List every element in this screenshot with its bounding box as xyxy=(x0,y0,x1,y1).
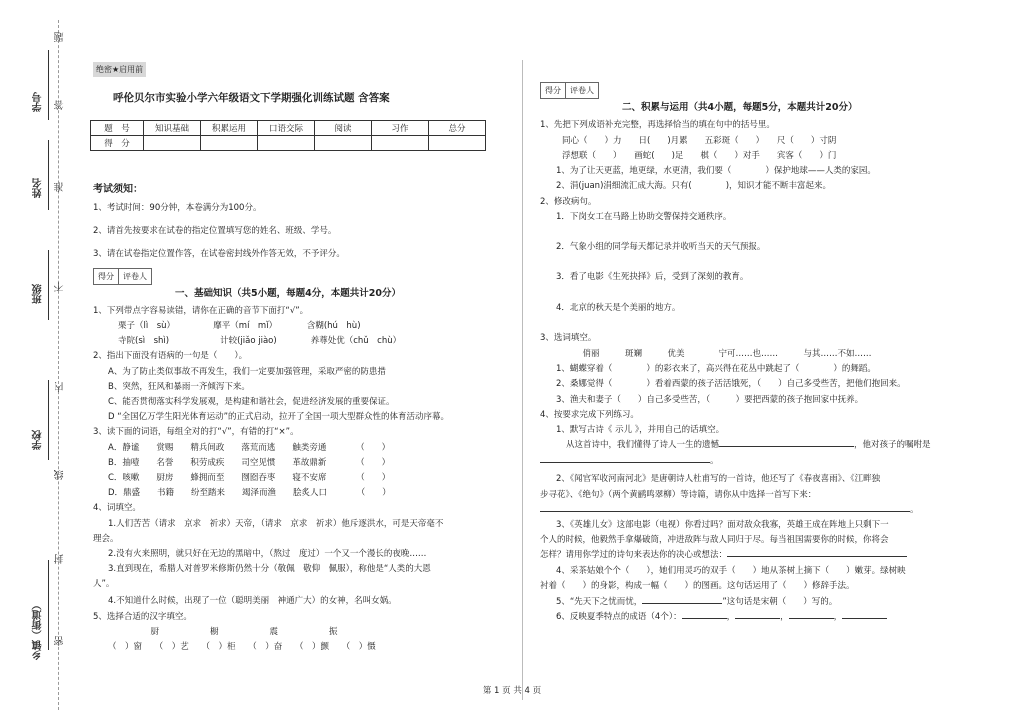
question-line: 2、《闻官军收河南河北》是唐朝诗人杜甫写的一首诗，他还写了《春夜喜雨》、《江畔独 xyxy=(556,474,881,484)
question-line: 1.人们苦苦（请求 京求 祈求）天帝，（请求 京求 祈求）他斥逐洪水，可是天帝毫不 xyxy=(108,519,444,529)
question-line: 4．北京的秋天是个美丽的地方。 xyxy=(556,303,681,313)
field-class-label: 班级 xyxy=(33,284,44,304)
question-line: 厨 橱 震 振 xyxy=(108,627,338,637)
grader-score-label: 得分 xyxy=(545,86,561,95)
answer-blank[interactable] xyxy=(642,603,722,604)
field-student-id-label: 学号 xyxy=(33,92,44,112)
field-class-line xyxy=(48,250,49,320)
question-line: C．咳嗽 厨房 蜂拥而至 囫囵吞枣 寝不安席 （ ） xyxy=(108,473,391,483)
question-line: 3、选词填空。 xyxy=(540,333,597,343)
question-line: 4、按要求完成下列练习。 xyxy=(540,410,639,420)
question-line xyxy=(540,456,719,466)
answer-end: 。 xyxy=(910,505,919,515)
score-table-cell: 得 分 xyxy=(91,136,144,151)
question-line xyxy=(540,550,907,560)
score-table xyxy=(90,120,486,151)
score-input-cell[interactable] xyxy=(315,136,372,151)
field-school-line xyxy=(48,380,49,460)
grader-box xyxy=(93,268,152,285)
question-line xyxy=(566,440,931,450)
question-line: 俏丽 斑斓 优美 宁可……也…… 与其……不如…… xyxy=(574,349,872,359)
score-input-cell[interactable] xyxy=(144,136,201,151)
field-town-line xyxy=(48,560,49,650)
question-line: 1、为了让天更蓝，地更绿，水更清，我们要（ ）保护地球——人类的家园。 xyxy=(556,166,876,176)
answer-blank[interactable] xyxy=(789,618,834,619)
score-table-cell: 题 号 xyxy=(91,121,144,136)
answer-blank[interactable] xyxy=(727,556,907,557)
answer-end: 。 xyxy=(710,456,719,466)
answer-prompt: ”这句话是宋朝（ ）写的。 xyxy=(722,597,838,607)
secret-label: 绝密★启用前 xyxy=(93,62,146,77)
notice-item: 1、考试时间：90分钟，本卷满分为100分。 xyxy=(93,203,262,213)
cut-word: 线 xyxy=(55,470,66,480)
question-line: 衬着（ ）的身影，构成一幅（ ）的图画。这句话运用了（ ）修辞手法。 xyxy=(540,581,855,591)
question-line: 步寻花》、《绝句》（两个黄鹂鸣翠柳）等诗篇，请你从中选择一首写下来： xyxy=(540,490,817,500)
question-line: 栗子（lì sù） 靡平（mí mǐ） 含糊(hú hù) xyxy=(118,321,361,331)
question-line: A．静谧 赏赐 精兵间政 落荒而逃 触类旁通 （ ） xyxy=(108,443,391,453)
field-name-line xyxy=(48,140,49,210)
grader-name-label: 评卷人 xyxy=(118,269,151,284)
score-table-score-row xyxy=(91,136,486,151)
cut-word: 题 xyxy=(55,32,66,42)
grader-box xyxy=(540,82,599,99)
cut-word: 准 xyxy=(55,182,66,192)
question-line: 2.没有火来照明，就只好在无边的黑暗中，（熬过 度过）一个又一个漫长的夜晚…… xyxy=(108,549,427,559)
question-line: B、突然，狂风和暴雨一齐倾泻下来。 xyxy=(108,382,250,392)
cut-word: 内 xyxy=(55,382,66,392)
score-input-cell[interactable] xyxy=(201,136,258,151)
question-line: 人”。 xyxy=(93,579,115,589)
question-line: 1、先把下列成语补充完整，再选择恰当的填在句中的括号里。 xyxy=(540,120,775,130)
notice-item: 2、请首先按要求在试卷的指定位置填写您的姓名、班级、学号。 xyxy=(93,226,337,236)
grader-name-label: 评卷人 xyxy=(565,83,598,98)
field-school-label: 学校 xyxy=(33,430,44,450)
question-line: 1．下岗女工在马路上协助交警保持交通秩序。 xyxy=(556,212,732,222)
question-line: 4、词填空。 xyxy=(93,503,141,513)
answer-blank[interactable] xyxy=(842,618,887,619)
question-line: 6、反映夏季特点的成语（4个）： ， ， ， xyxy=(556,612,887,622)
question-line: 2．气象小组的同学每天都记录并收听当天的天气预报。 xyxy=(556,242,766,252)
column-divider xyxy=(522,60,523,700)
question-line xyxy=(540,505,919,515)
question-line: 2、桑娜觉得（ ）看着西蒙的孩子活活饿死，（ ）自己多受些苦，把他们抱回来。 xyxy=(556,379,906,389)
field-student-id-line xyxy=(48,50,49,120)
score-input-cell[interactable] xyxy=(372,136,429,151)
question-line: 3、《英雄儿女》这部电影（电视）你看过吗？面对敌众我寡，英雄王成在阵地上只剩下一 xyxy=(556,520,889,530)
question-line: C、能否贯彻落实科学发展观，是构建和谐社会，促进经济发展的重要保证。 xyxy=(108,397,395,407)
score-table-cell: 习作 xyxy=(372,121,429,136)
answer-prompt: ，他对孩子的嘱咐是 xyxy=(854,440,931,450)
question-line: 2、指出下面没有语病的一句是（ ）。 xyxy=(93,351,248,361)
score-table-cell: 总分 xyxy=(429,121,486,136)
page-footer: 第 1 页 共 4 页 xyxy=(482,686,542,696)
notice-item: 3、请在试卷指定位置作答，在试卷密封线外作答无效，不予评分。 xyxy=(93,249,345,259)
question-line: 浮想联（ ） 画蛇( )足 棋（ ）对手 宾客（ ）门 xyxy=(562,151,837,161)
question-line: 理会。 xyxy=(93,534,119,544)
question-line: B．抽噎 名誉 积劳成疾 司空见惯 革故鼎新 （ ） xyxy=(108,458,391,468)
question-line: 5、选择合适的汉字填空。 xyxy=(93,612,192,622)
cut-word: 密 xyxy=(55,636,66,646)
answer-blank[interactable] xyxy=(735,618,780,619)
cut-word: 答 xyxy=(55,100,66,110)
field-town-label: 乡镇（街道） xyxy=(33,600,44,660)
question-line: 1、蝴蝶穿着（ ）的彩衣来了，高兴得在花丛中跳起了（ ）的舞蹈。 xyxy=(556,364,876,374)
question-line: 个人的时候，他毅然手拿爆破筒，冲进敌阵与敌人同归于尽。每当祖国需要你的时候，你将会 xyxy=(540,535,889,545)
question-line: D．鼎盛 书籍 纷至踏来 竭泽而渔 脍炙人口 （ ） xyxy=(108,488,391,498)
score-table-cell: 知识基础 xyxy=(144,121,201,136)
score-table-cell: 口语交际 xyxy=(258,121,315,136)
question-line: （ ）窗 （ ）艺 （ ）柜 （ ）奋 （ ）颤 （ ）慑 xyxy=(108,642,376,652)
question-line: 同心（ ）力 日( )月累 五彩斑（ ） 尺（ ）寸阴 xyxy=(562,136,837,146)
question-line: 1、默写古诗《 示儿 》，并用自己的话填空。 xyxy=(556,425,725,435)
question-line: A、为了防止类似事故不再发生，我们一定要加强管理，采取严密的防患措 xyxy=(108,367,386,377)
score-table-cell: 积累运用 xyxy=(201,121,258,136)
answer-blank[interactable] xyxy=(682,618,727,619)
question-line: 寺院(sì shì) 计较(jiǎo jiào) 养尊处优（chǔ chù） xyxy=(118,336,402,346)
answer-prompt: 从这首诗中，我们懂得了诗人一生的遗憾 xyxy=(566,440,720,450)
answer-blank[interactable] xyxy=(719,446,854,447)
field-name-label: 姓名 xyxy=(33,178,44,198)
question-line: 3、渔夫和妻子（ ）自己多受些苦，（ ）要把西蒙的孩子抱回家中抚养。 xyxy=(556,395,864,405)
question-line: 3．看了电影《生死抉择》后，受到了深刻的教育。 xyxy=(556,272,749,282)
score-input-cell[interactable] xyxy=(429,136,486,151)
question-line: 2、涓(juan)涓细流汇成大海。只有( )，知识才能不断丰富起来。 xyxy=(556,181,832,191)
score-table-header-row xyxy=(91,121,486,136)
question-line: 2、修改病句。 xyxy=(540,197,597,207)
section-title: 二、积累与运用（共4小题，每题5分，本题共计20分） xyxy=(622,102,858,113)
cut-word: 不 xyxy=(55,282,66,292)
question-line: 4、采茶姑娘个个（ ），她们用灵巧的双手（ ）地从茶树上摘下（ ）嫩芽。绿树映 xyxy=(556,566,906,576)
answer-prompt: 怎样？请用你学过的诗句来表达你的决心或想法： xyxy=(540,550,728,560)
cut-word: 封 xyxy=(55,554,66,564)
section-title: 一、基础知识（共5小题，每题4分，本题共计20分） xyxy=(175,288,401,299)
question-line: 4.不知道什么时候，出现了一位（聪明美丽 神通广大）的女神，名叫女娲。 xyxy=(108,596,397,606)
grader-score-label: 得分 xyxy=(98,272,114,281)
page-title: 呼伦贝尔市实验小学六年级语文下学期强化训练试题 含答案 xyxy=(113,92,390,104)
score-input-cell[interactable] xyxy=(258,136,315,151)
notice-title: 考试须知： xyxy=(93,184,143,195)
question-line: 3.直到现在，希腊人对普罗米修斯仍然十分（敬佩 敬仰 佩服），称他是“人类的大恩 xyxy=(108,564,431,574)
score-table-cell: 阅读 xyxy=(315,121,372,136)
question-line xyxy=(556,597,837,607)
answer-prompt: 6、反映夏季特点的成语（4个）： xyxy=(556,612,682,622)
question-line: 3、读下面的词语，每组全对的打“√”，有错的打“×”。 xyxy=(93,427,299,437)
binding-margin xyxy=(0,0,70,722)
answer-blank[interactable] xyxy=(540,462,710,463)
answer-prompt: 5、“先天下之忧而忧， xyxy=(556,597,643,607)
seal-line xyxy=(58,20,59,710)
question-line: 1、下列带点字容易读错，请你在正确的音节下面打“√”。 xyxy=(93,306,309,316)
question-line: D “全国亿万学生阳光体育运动”的正式启动，拉开了全国一项大型群众性的体育活动序幕。 xyxy=(108,412,450,422)
answer-blank[interactable] xyxy=(540,511,910,512)
